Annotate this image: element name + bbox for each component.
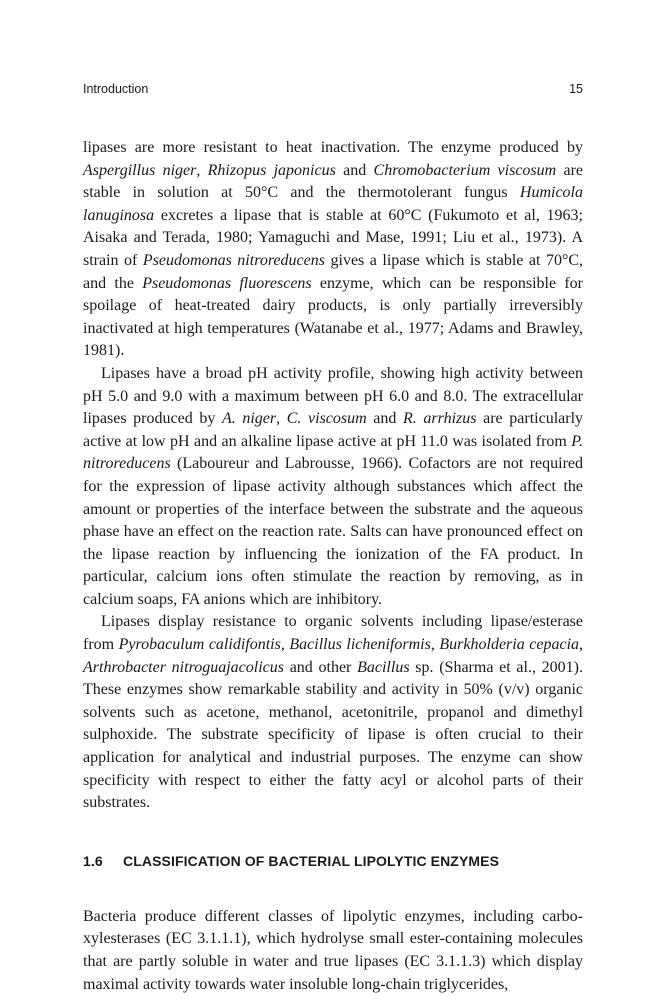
text-run: lipases are more resistant to heat inactivation. The enzyme produced by (83, 139, 583, 156)
page-number: 15 (569, 82, 583, 96)
paragraph (83, 611, 583, 814)
section-number: 1.6 (83, 852, 103, 869)
italic-text: Rhizopus japonicus (207, 161, 336, 179)
text-run: enzyme, which can be responsible for spoilage of heat-treated dairy products, is only partially irreversibly inactivated at high temperatures (Watanabe et al., 1977; Adams and Brawley, 1981). (83, 274, 584, 360)
italic-text: Chromobacterium viscosum (373, 161, 557, 179)
italic-text: Bacillus (357, 658, 410, 676)
italic-text: P. nitroreducens (83, 432, 583, 473)
text-run: , (276, 410, 287, 428)
paragraph (83, 363, 583, 612)
text-run: and other (283, 658, 358, 676)
text-run: Lipases display resistance to organic solvents including lipase/esterase from (83, 613, 583, 654)
section-paragraphs (83, 906, 583, 996)
italic-text: Pseudomonas nitroreducens (142, 251, 325, 269)
text-run: , (280, 636, 290, 654)
paragraph (83, 137, 583, 363)
text-run: and (366, 410, 404, 428)
text-run: are stable in solution at 50°C and the thermotolerant fungus (83, 161, 584, 202)
body-text (83, 137, 583, 996)
italic-text: Bacillus licheniformis (289, 636, 431, 654)
italic-text: Pseudomonas fluorescens (142, 274, 312, 292)
text-run: excretes a lipase that is stable at 60°C (Fukumoto et al, 1963; Aisaka and Terada, 1980; Yamaguchi and Mase, 1991; Liu et al., 1973). A strain of (83, 206, 583, 269)
text-run: , (579, 636, 584, 654)
text-run: Bacteria produce different classes of lipolytic enzymes, including carboxylesterases (EC 3.1.1.1), which hydrolyse small ester-containing molecules that are partly soluble in water and true lipases (EC 3.1.1.3) which display maximal activity towards water insoluble long-chain triglycerides, (83, 907, 583, 993)
italic-text: Pyrobaculum calidifontis (118, 636, 281, 654)
italic-text: Arthrobacter nitroguajacolicus (83, 658, 284, 676)
italic-text: C. viscosum (286, 410, 367, 428)
italic-text: Humicola lanuginosa (83, 184, 583, 224)
paragraph (83, 906, 583, 996)
text-run: (Laboureur and Labrousse, 1966). Cofactors are not required for the expression of lipase activity although substances which affect the amount or properties of the interface between the substrate and the aqueous phase have an effect on the reaction rate. Salts can have pronounced effect on the lipase reaction by influencing the ionization of the FA product. In particular, calcium ions often stimulate the reaction by removing, as in calcium soaps, FA anions which are inhibitory. (83, 455, 583, 608)
text-run: Lipases have a broad pH activity profile, showing high activity between pH 5.0 and 9.0 with a maximum between pH 6.0 and 8.0. The extracellular lipases produced by (83, 364, 583, 428)
running-head (83, 82, 583, 96)
italic-text: Burkholderia cepacia (439, 636, 580, 654)
pre-section-paragraphs (83, 137, 583, 815)
section-heading (83, 851, 583, 871)
text-run: , (430, 636, 440, 654)
italic-text: R. arrhizus (403, 410, 477, 428)
text-run: gives a lipase which is stable at 70°C, and the (83, 251, 584, 292)
text-run: are particularly active at low pH and an alkaline lipase active at pH 11.0 was isolated from (83, 410, 584, 450)
text-run: , (196, 161, 208, 179)
italic-text: Aspergillus niger (83, 161, 197, 179)
text-run: sp. (Sharma et al., 2001). These enzymes show remarkable stability and activity in 50% (v/v) organic solvents such as acetone, methanol, acetonitrile, propanol and dimethyl sulphoxide. The substrate specificity of lipase is often crucial to their application for analytical and industrial purposes. The enzyme can show specificity with respect to either the fatty acyl or alcohol parts of their substrates. (83, 658, 583, 812)
text-run: and (335, 161, 374, 179)
section-title: CLASSIFICATION OF BACTERIAL LIPOLYTIC ENZYMES (123, 852, 500, 869)
chapter-title: Introduction (83, 82, 149, 96)
italic-text: A. niger (221, 410, 277, 428)
